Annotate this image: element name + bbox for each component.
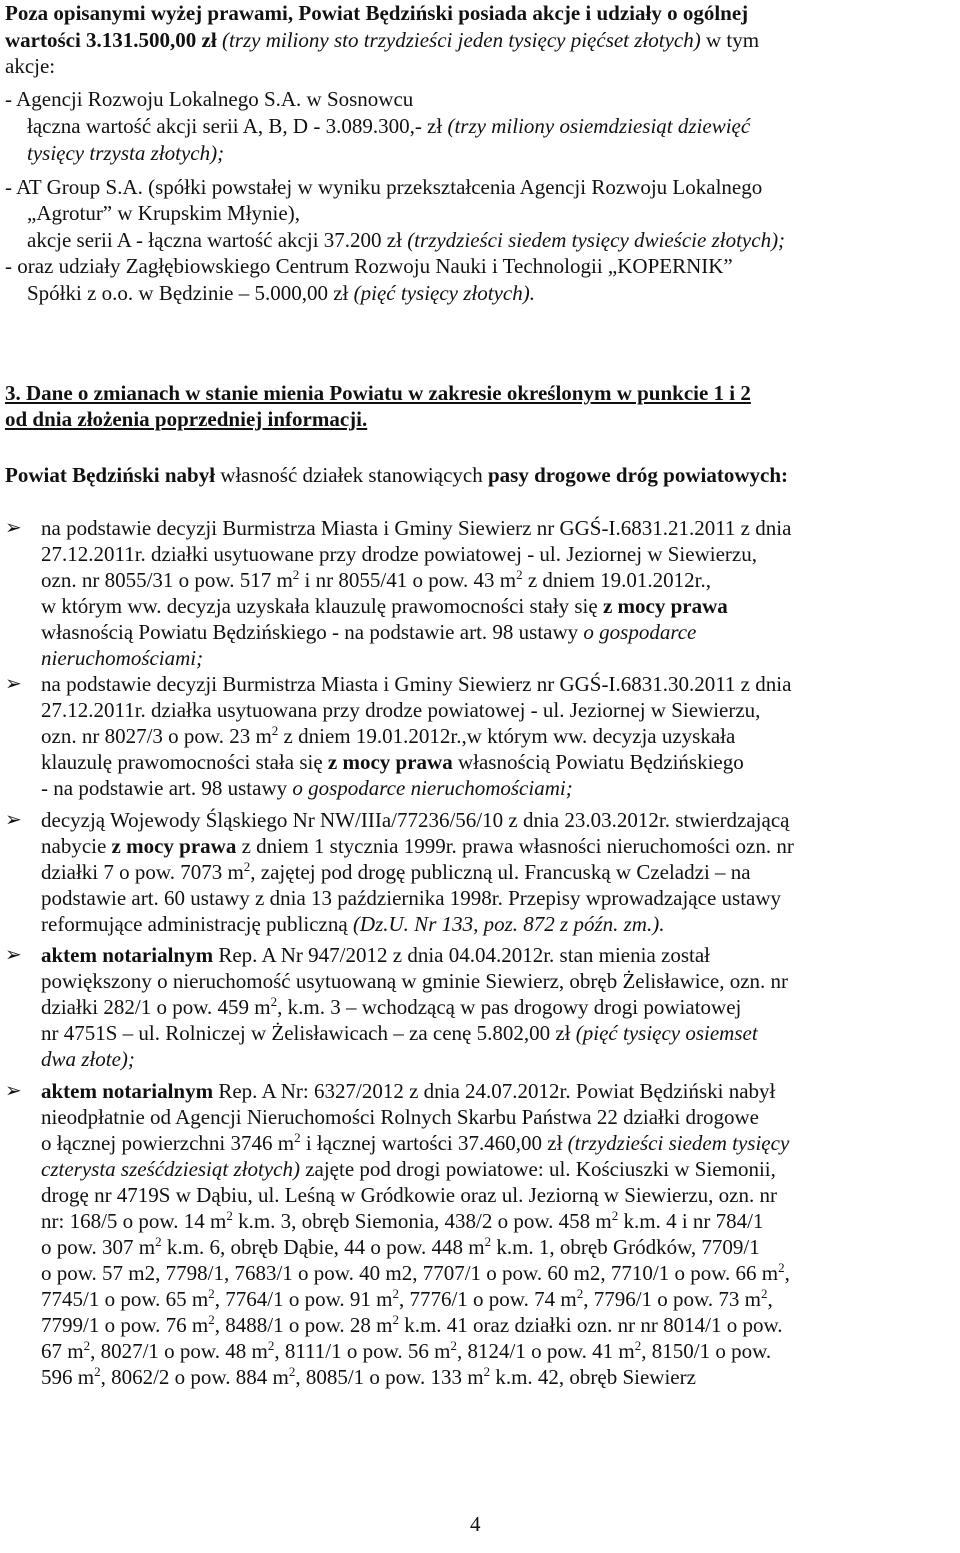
text: własnością Powiatu Będzińskiego - na podstawie art. 98 ustawy bbox=[41, 620, 579, 644]
text: , 8124/1 o pow. 41 m bbox=[457, 1339, 635, 1363]
text: własnością Powiatu Będzińskiego bbox=[457, 750, 744, 774]
share-item: - AT Group S.A. (spółki powstałej w wyniku przekształcenia Agencji Rozwoju Lokalnego bbox=[5, 175, 763, 199]
lead-bold: pasy drogowe dróg powiatowych: bbox=[487, 463, 789, 487]
list-item-line bbox=[41, 1130, 789, 1156]
text: nr: 168/5 o pow. 14 m bbox=[41, 1209, 227, 1233]
list-item-line bbox=[41, 1364, 696, 1390]
text: k.m. 6, obręb Dąbie, 44 o pow. 448 m bbox=[161, 1235, 485, 1259]
section-heading: 3. Dane o zmianach w stanie mienia Powiatu w zakresie określonym w punkcie 1 i 2 bbox=[5, 381, 751, 405]
text: k.m. 3, obręb Siemonia, 438/2 o pow. 458 m bbox=[232, 1209, 612, 1233]
italic-text: (pięć tysięcy osiemset bbox=[575, 1021, 758, 1045]
intro-line bbox=[5, 27, 759, 53]
italic-text: o gospodarce nieruchomościami; bbox=[292, 776, 573, 800]
text: i łącznej wartości 37.460,00 zł bbox=[300, 1131, 563, 1155]
section-lead bbox=[5, 462, 788, 488]
text: , zajętej pod drogę publiczną ul. Francuską w Czeladzi – na bbox=[250, 860, 751, 884]
text: 67 m bbox=[41, 1339, 84, 1363]
lead-bold: Powiat Będziński nabył bbox=[5, 463, 216, 487]
text: , 8111/1 o pow. 56 m bbox=[274, 1339, 451, 1363]
list-item-line bbox=[41, 1078, 775, 1104]
text: z dniem 19.01.2012r.,w którym ww. decyzja uzyskała bbox=[278, 724, 736, 748]
text: k.m. 41 oraz działki ozn. nr nr 8014/1 o pow. bbox=[398, 1313, 783, 1337]
list-item-line bbox=[41, 1208, 764, 1234]
list-item-line bbox=[41, 775, 573, 801]
lead-text: własność działek stanowiących bbox=[220, 463, 483, 487]
superscript: 2 bbox=[271, 723, 279, 738]
superscript: 2 bbox=[778, 1260, 785, 1275]
share-value: akcje serii A - łączna wartość akcji 37.200 zł bbox=[27, 228, 402, 252]
list-item-line: nieodpłatnie od Agencji Nieruchomości Rolnych Skarbu Państwa 22 działki drogowe bbox=[41, 1105, 759, 1129]
share-value-words: (trzydzieści siedem tysięcy dwieście złotych); bbox=[407, 228, 786, 252]
list-item-line bbox=[41, 859, 751, 885]
text: i nr 8055/41 o pow. 43 m bbox=[299, 568, 517, 592]
text: z dniem 1 stycznia 1999r. prawa własności nieruchomości ozn. nr bbox=[241, 834, 794, 858]
share-item: - Agencji Rozwoju Lokalnego S.A. w Sosnowcu bbox=[5, 87, 414, 111]
superscript: 2 bbox=[94, 1364, 101, 1379]
text: k.m. 42, obręb Siewierz bbox=[490, 1365, 696, 1389]
text: 7745/1 o pow. 65 m bbox=[41, 1287, 209, 1311]
text: , bbox=[767, 1287, 773, 1311]
list-item-line bbox=[41, 567, 711, 593]
arrow-bullet-icon: ➢ bbox=[5, 673, 22, 695]
superscript: 2 bbox=[243, 859, 251, 874]
text: działki 282/1 o pow. 459 m bbox=[41, 995, 271, 1019]
italic-text: (Dz.U. Nr 133, poz. 872 z późn. zm.). bbox=[352, 912, 665, 936]
list-item-line bbox=[41, 749, 744, 775]
share-item-line bbox=[27, 280, 535, 306]
superscript: 2 bbox=[392, 1286, 399, 1301]
share-item-line: tysięcy trzysta złotych); bbox=[27, 141, 225, 165]
text: 596 m bbox=[41, 1365, 95, 1389]
text: , 7776/1 o pow. 74 m bbox=[398, 1287, 577, 1311]
text: - na podstawie art. 98 ustawy bbox=[41, 776, 288, 800]
share-value: łączna wartość akcji serii A, B, D - 3.089.300,- zł bbox=[27, 114, 443, 138]
share-item-line: „Agrotur” w Krupskim Młynie), bbox=[27, 201, 300, 225]
text: ozn. nr 8027/3 o pow. 23 m bbox=[41, 724, 272, 748]
text: reformujące administrację publiczną bbox=[41, 912, 348, 936]
text: , 7764/1 o pow. 91 m bbox=[214, 1287, 393, 1311]
list-item-line bbox=[41, 1286, 773, 1312]
italic-text: czterysta sześćdziesiąt złotych) bbox=[41, 1157, 300, 1181]
list-item-line: drogę nr 4719S w Dąbiu, ul. Leśną w Gródkowie oraz ul. Jeziorną w Siewierzu, ozn. nr bbox=[41, 1183, 777, 1207]
superscript: 2 bbox=[208, 1312, 215, 1327]
page-number: 4 bbox=[470, 1512, 481, 1536]
intro-text: w tym bbox=[706, 28, 760, 52]
text: k.m. 4 i nr 784/1 bbox=[618, 1209, 764, 1233]
share-value-words: (trzy miliony osiemdziesiąt dziewięć bbox=[447, 114, 751, 138]
text: , 8027/1 o pow. 48 m bbox=[90, 1339, 268, 1363]
list-item-line: decyzją Wojewody Śląskiego Nr NW/IIIa/77236/56/10 z dnia 23.03.2012r. stwierdzającą bbox=[41, 808, 790, 832]
list-item-line bbox=[41, 1234, 760, 1260]
text: działki 7 o pow. 7073 m bbox=[41, 860, 244, 884]
superscript: 2 bbox=[760, 1286, 768, 1301]
superscript: 2 bbox=[484, 1234, 492, 1249]
list-item-line: na podstawie decyzji Burmistrza Miasta i Gminy Siewierz nr GGŚ-I.6831.30.2011 z dnia bbox=[41, 672, 792, 696]
text: , k.m. 3 – wchodzącą w pas drogowy drogi powiatowej bbox=[277, 995, 742, 1019]
text: 7799/1 o pow. 76 m bbox=[41, 1313, 209, 1337]
list-item-line bbox=[41, 1156, 776, 1182]
superscript: 2 bbox=[83, 1338, 91, 1353]
list-item-line: 27.12.2011r. działki usytuowane przy drodze powiatowej - ul. Jeziornej w Siewierzu, bbox=[41, 542, 757, 566]
superscript: 2 bbox=[226, 1208, 233, 1223]
text: klauzulę prawomocności stała się bbox=[41, 750, 323, 774]
text: nr 4751S – ul. Rolniczej w Żelisławicach – za cenę 5.802,00 zł bbox=[41, 1021, 571, 1045]
superscript: 2 bbox=[611, 1208, 619, 1223]
superscript: 2 bbox=[155, 1234, 162, 1249]
list-item-line: nieruchomościami; bbox=[41, 646, 204, 670]
share-item-line bbox=[27, 227, 785, 253]
list-item-line: podstawie art. 60 ustawy z dnia 13 października 1998r. Przepisy wprowadzające ustawy bbox=[41, 886, 782, 910]
text: k.m. 1, obręb Gródków, 7709/1 bbox=[491, 1235, 760, 1259]
share-value-words: (pięć tysięcy złotych). bbox=[353, 281, 535, 305]
superscript: 2 bbox=[576, 1286, 584, 1301]
text: , 8488/1 o pow. 28 m bbox=[214, 1313, 393, 1337]
superscript: 2 bbox=[392, 1312, 399, 1327]
text: , bbox=[784, 1261, 790, 1285]
list-item-line bbox=[41, 833, 794, 859]
list-item-line bbox=[41, 1260, 790, 1286]
superscript: 2 bbox=[634, 1338, 642, 1353]
share-item: - oraz udziały Zagłębiowskiego Centrum Rozwoju Nauki i Technologii „KOPERNIK” bbox=[5, 254, 733, 278]
bold-text: z mocy prawa bbox=[111, 834, 237, 858]
superscript: 2 bbox=[288, 1364, 296, 1379]
superscript: 2 bbox=[516, 567, 523, 582]
list-item-line bbox=[41, 723, 735, 749]
text: , 8150/1 o pow. bbox=[641, 1339, 772, 1363]
list-item-line: 27.12.2011r. działka usytuowana przy drodze powiatowej - ul. Jeziornej w Siewierzu, bbox=[41, 698, 761, 722]
text: ozn. nr 8055/31 o pow. 517 m bbox=[41, 568, 293, 592]
bold-text: z mocy prawa bbox=[602, 594, 728, 618]
list-item-line bbox=[41, 593, 728, 619]
share-value: Spółki z o.o. w Będzinie – 5.000,00 zł bbox=[27, 281, 349, 305]
arrow-bullet-icon: ➢ bbox=[5, 517, 22, 539]
italic-text: (trzydzieści siedem tysięcy bbox=[567, 1131, 790, 1155]
arrow-bullet-icon: ➢ bbox=[5, 944, 22, 966]
text: nabycie bbox=[41, 834, 107, 858]
superscript: 2 bbox=[208, 1286, 215, 1301]
list-item-line: na podstawie decyzji Burmistrza Miasta i Gminy Siewierz nr GGŚ-I.6831.21.2011 z dnia bbox=[41, 516, 792, 540]
list-item-line bbox=[41, 994, 741, 1020]
list-item-line bbox=[41, 942, 710, 968]
list-item-line bbox=[41, 1312, 783, 1338]
italic-text: o gospodarce bbox=[583, 620, 697, 644]
superscript: 2 bbox=[483, 1364, 491, 1379]
arrow-bullet-icon: ➢ bbox=[5, 1080, 22, 1102]
list-item-line bbox=[41, 1338, 771, 1364]
intro-value-words: (trzy miliony sto trzydzieści jeden tysięcy pięćset złotych) bbox=[221, 28, 701, 52]
superscript: 2 bbox=[294, 1130, 301, 1145]
list-item-line: dwa złote); bbox=[41, 1047, 135, 1071]
list-item-line bbox=[41, 619, 696, 645]
bold-text: aktem notarialnym bbox=[41, 1079, 214, 1103]
arrow-bullet-icon: ➢ bbox=[5, 809, 22, 831]
share-item-line bbox=[27, 113, 750, 139]
section-heading: od dnia złożenia poprzedniej informacji. bbox=[5, 407, 368, 431]
intro-value: wartości 3.131.500,00 zł bbox=[5, 28, 217, 52]
list-item-line bbox=[41, 911, 664, 937]
text: w którym ww. decyzja uzyskała klauzulę prawomocności stały się bbox=[41, 594, 598, 618]
list-item-line bbox=[41, 1020, 758, 1046]
superscript: 2 bbox=[270, 994, 278, 1009]
text: o łącznej powierzchni 3746 m bbox=[41, 1131, 295, 1155]
bold-text: aktem notarialnym bbox=[41, 943, 214, 967]
text: zajęte pod drogi powiatowe: ul. Kościuszki w Siemonii, bbox=[305, 1157, 776, 1181]
text: o pow. 57 m2, 7798/1, 7683/1 o pow. 40 m2, 7707/1 o pow. 60 m2, 7710/1 o pow. 66 m bbox=[41, 1261, 779, 1285]
text: Rep. A Nr: 6327/2012 z dnia 24.07.2012r. Powiat Będziński nabył bbox=[218, 1079, 776, 1103]
bold-text: z mocy prawa bbox=[327, 750, 453, 774]
text: , 8085/1 o pow. 133 m bbox=[295, 1365, 484, 1389]
text: o pow. 307 m bbox=[41, 1235, 156, 1259]
text: Rep. A Nr 947/2012 z dnia 04.04.2012r. stan mienia został bbox=[218, 943, 711, 967]
text: z dniem 19.01.2012r., bbox=[522, 568, 712, 592]
intro-line: akcje: bbox=[5, 54, 56, 78]
superscript: 2 bbox=[267, 1338, 275, 1353]
superscript: 2 bbox=[450, 1338, 457, 1353]
text: , 7796/1 o pow. 73 m bbox=[583, 1287, 761, 1311]
superscript: 2 bbox=[292, 567, 300, 582]
list-item-line: powiększony o nieruchomość usytuowaną w gminie Siewierz, obręb Żelisławice, ozn. nr bbox=[41, 969, 789, 993]
text: , 8062/2 o pow. 884 m bbox=[100, 1365, 289, 1389]
intro-line: Poza opisanymi wyżej prawami, Powiat Będziński posiada akcje i udziały o ogólnej bbox=[5, 1, 749, 25]
